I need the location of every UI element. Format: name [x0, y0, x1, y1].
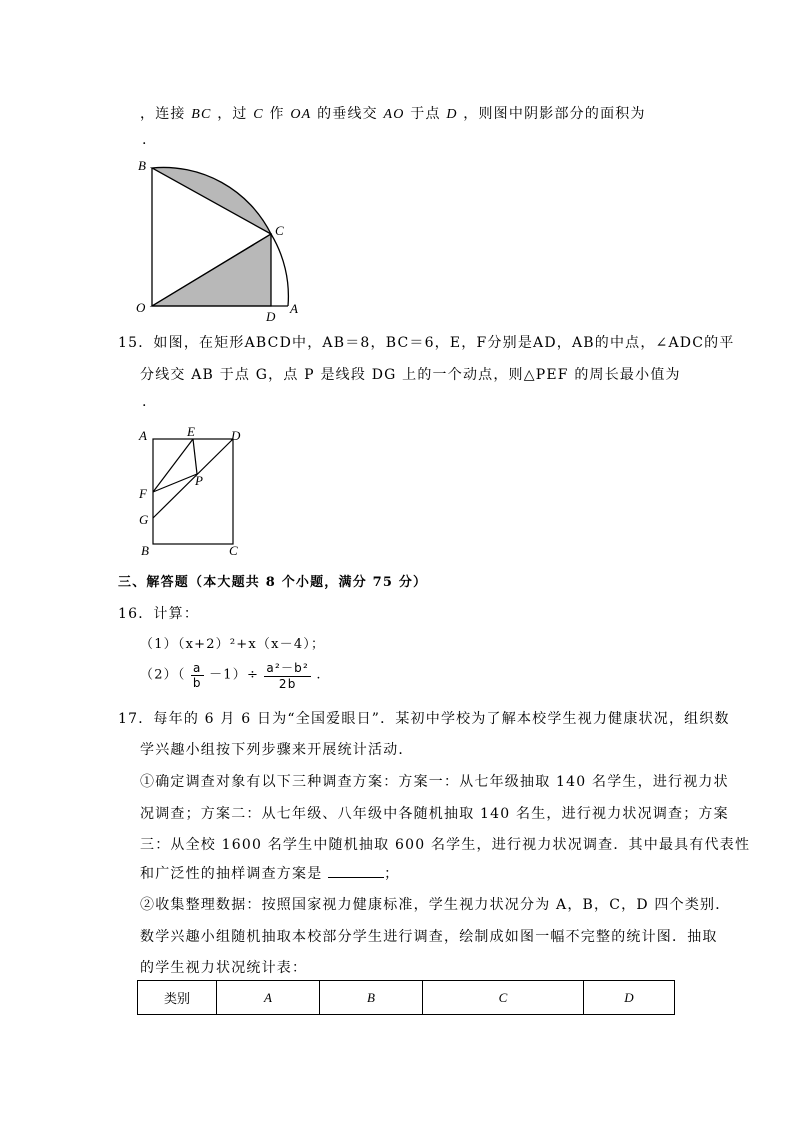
table-header-d: D: [584, 981, 675, 1015]
q15-segment-ep: [193, 439, 197, 474]
q14-figure: [130, 155, 310, 325]
section-heading: 三、解答题（本大题共 8 个小题，满分 75 分）: [118, 575, 428, 590]
q15-label-p: P: [195, 473, 203, 488]
q15-line1: 15．如图，在矩形ABCD中，AB＝8，BC＝6，E，F分别是AD，AB的中点，∠ADC的平: [118, 335, 735, 351]
q14-label-d: D: [266, 309, 276, 324]
q15-line3: .: [142, 394, 148, 410]
answer-blank[interactable]: [328, 865, 384, 878]
q14-label-c: C: [275, 223, 284, 238]
q15-line2: 分线交 AB 于点 G，点 P 是线段 DG 上的一个动点，则△PEF 的周长最小值为: [140, 367, 681, 383]
q16-fraction-a-over-b: $\frac{a}{b}$: [192, 660, 202, 690]
q14-label-b: B: [138, 158, 146, 173]
q14-shaded-segment: [152, 167, 271, 234]
vision-category-table: [137, 980, 675, 1015]
q15-figure: [135, 422, 250, 562]
q17-line2: 学兴趣小组按下列步骤来开展统计活动．: [140, 742, 414, 758]
q14-line1: ，连接 BC ，过 C 作 OA 的垂线交 AO 于点 D ，则图中阴影部分的面积为: [140, 106, 646, 122]
q14-label-o: O: [136, 300, 146, 315]
q17-line6: 和广泛性的抽样调查方案是 ；: [140, 866, 400, 882]
q17-line5: 三：从全校 1600 名学生中随机抽取 600 名学生，进行视力状况调查．其中最具有代表性: [140, 837, 751, 853]
table-header-a: A: [217, 981, 320, 1015]
q15-label-c: C: [229, 543, 238, 558]
q17-line9: 的学生视力状况统计表：: [140, 960, 308, 976]
q14-arc-ca: [271, 234, 288, 306]
q17-line1: 17．每年的 6 月 6 日为“全国爱眼日”．某初中学校为了解本校学生视力健康状况，组织数: [118, 711, 730, 727]
q14-line2: .: [142, 132, 148, 148]
q16-item2: （2）（ $\frac{a}{b}$ －1）÷ $\frac{\text{a²－b²}}{2b}$ .: [140, 660, 322, 691]
q15-rectangle: [153, 439, 233, 544]
table-row: [138, 981, 675, 1015]
q15-label-f: F: [139, 486, 147, 501]
q15-label-b: B: [141, 543, 149, 558]
table-header-category: 类别: [138, 981, 217, 1015]
q14-label-a: A: [290, 301, 298, 316]
table-header-b: B: [320, 981, 423, 1015]
q17-line7: ②收集整理数据：按照国家视力健康标准，学生视力状况分为 A，B，C，D 四个类别．: [140, 897, 731, 913]
q15-label-g: G: [139, 512, 149, 527]
q15-segment-dg: [153, 439, 233, 518]
q17-line3: ①确定调查对象有以下三种调查方案：方案一：从七年级抽取 140 名学生，进行视力状: [140, 774, 729, 790]
q17-line8: 数学兴趣小组随机抽取本校部分学生进行调查，绘制成如图一幅不完整的统计图．抽取: [140, 929, 718, 945]
q17-line4: 况调查；方案二：从七年级、八年级中各随机抽取 140 名生，进行视力状况调查；方案: [140, 806, 729, 822]
q16-item1: （1）（x+2）²+x（x－4）；: [140, 637, 326, 652]
q16-title: 16．计算：: [118, 606, 200, 622]
q15-label-a: A: [139, 428, 147, 443]
q15-label-e: E: [187, 424, 195, 439]
q15-label-d: D: [231, 428, 241, 443]
q16-fraction-diff-squares: $\frac{\text{a²－b²}}{2b}$: [266, 661, 309, 691]
table-header-c: C: [423, 981, 584, 1015]
